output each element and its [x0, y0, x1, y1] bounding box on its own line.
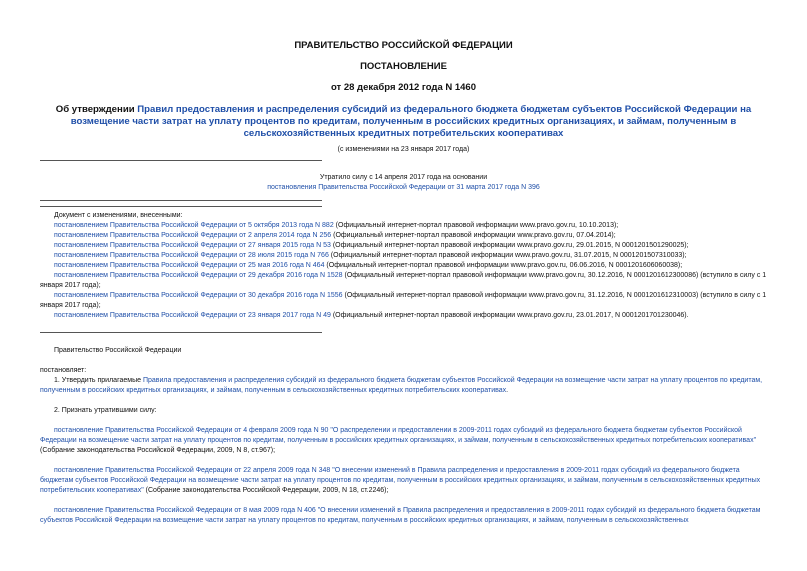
repealed-decree-link[interactable]: постановление Правительства Российской Федерации от 22 апреля 2009 года N 348 "О внесении изменений в Правила распределения и предоставления в 2009-2011 годах субсидий из федерального бюджета бюджетам субъектов Российской Федерации на возмещение части затрат на уплату процентов по кредитам, полученным в российских кредитных организациях, и займам, полученным в сельскохозяйственных кредитных потребительских кооперативах"	[40, 467, 761, 494]
amendment-link[interactable]: постановлением Правительства Российской Федерации от 28 июля 2015 года N 766	[54, 252, 329, 259]
amendment-link[interactable]: постановлением Правительства Российской Федерации от 30 декабря 2016 года N 1556	[54, 292, 343, 299]
repealed-item	[40, 506, 767, 526]
divider	[40, 160, 322, 161]
government-heading: ПРАВИТЕЛЬСТВО РОССИЙСКОЙ ФЕДЕРАЦИИ	[294, 40, 513, 51]
divider	[40, 200, 322, 201]
edition-note: (с изменениями на 23 января 2017 года)	[337, 146, 470, 153]
decree-verb: постановляет:	[40, 367, 87, 374]
paragraph-2: 2. Признать утратившими силу:	[54, 407, 157, 414]
document-date-number: от 28 декабря 2012 года N 1460	[330, 82, 476, 93]
amendment-item: постановлением Правительства Российской Федерации от 30 декабря 2016 года N 1556 (Официальный интернет-портал правовой информации www.pravo.gov.ru, 31.12.2016, N 0001201612310003) (вступило в силу с 1 января 2017 года);	[40, 292, 767, 309]
paragraph-1: 1. Утвердить прилагаемые Правила предоставления и распределения субсидий из федерального бюджета бюджетам субъектов Российской Федерации на возмещение части затрат на уплату процентов по кредитам, полученным в российских кредитных организациях, и займам, полученным в сельскохозяйственных кредитных потребительских кооперативах.	[40, 377, 763, 394]
amendment-item: постановлением Правительства Российской Федерации от 25 мая 2016 года N 464 (Официальный интернет-портал правовой информации www.pravo.gov.ru, 06.06.2016, N 0001201606060038);	[54, 262, 683, 269]
divider	[40, 332, 322, 333]
amendment-item: постановлением Правительства Российской Федерации от 28 июля 2015 года N 766 (Официальный интернет-портал правовой информации www.pravo.gov.ru, 31.07.2015, N 0001201507310033);	[54, 252, 687, 259]
repealed-item: постановление Правительства Российской Федерации от 22 апреля 2009 года N 348 "О внесении изменений в Правила распределения и предоставления в 2009-2011 годах субсидий из федерального бюджета бюджетам субъектов Российской Федерации на возмещение части затрат на уплату процентов по кредитам, полученным в российских кредитных организациях, и займам, полученным в сельскохозяйственных кредитных потребительских кооперативах" (Собрание законодательства Российской Федерации, 2009, N 18, ст.2246);	[40, 467, 761, 494]
amendment-link[interactable]: постановлением Правительства Российской Федерации от 23 января 2017 года N 49	[54, 312, 331, 319]
amendment-link[interactable]: постановлением Правительства Российской Федерации от 27 января 2015 года N 53	[54, 242, 331, 249]
amendments-block	[40, 211, 767, 321]
decree-body	[40, 346, 767, 526]
amendment-item: постановлением Правительства Российской Федерации от 29 декабря 2016 года N 1528 (Официальный интернет-портал правовой информации www.pravo.gov.ru, 30.12.2016, N 0001201612300086) (вступило в силу с 1 января 2017 года);	[40, 272, 767, 289]
amendment-link[interactable]: постановлением Правительства Российской Федерации от 29 декабря 2016 года N 1528	[54, 272, 343, 279]
title-prefix: Об утверждении	[55, 104, 138, 115]
amendment-link[interactable]: постановлением Правительства Российской Федерации от 2 апреля 2014 года N 256	[54, 232, 332, 239]
amendment-item: постановлением Правительства Российской Федерации от 23 января 2017 года N 49 (Официальный интернет-портал правовой информации www.pravo.gov.ru, 23.01.2017, N 0001201701230046).	[54, 312, 689, 319]
rules-link[interactable]: Правила предоставления и распределения субсидий из федерального бюджета бюджетам субъектов Российской Федерации на возмещение части затрат на уплату процентов по кредитам, полученным в российских кредитных организациях, и займам, полученным в сельскохозяйственных кредитных потребительских кооперативах	[40, 377, 763, 394]
government-line: Правительство Российской Федерации	[54, 347, 182, 354]
divider	[40, 206, 322, 207]
expired-line: Утратило силу с 14 апреля 2017 года на основании	[319, 174, 488, 181]
amendments-heading: Документ с изменениями, внесенными:	[54, 212, 183, 219]
amendment-item: постановлением Правительства Российской Федерации от 5 октября 2013 года N 882 (Официальный интернет-портал правовой информации www.pravo.gov.ru, 10.10.2013);	[54, 222, 619, 229]
amendment-item: постановлением Правительства Российской Федерации от 27 января 2015 года N 53 (Официальный интернет-портал правовой информации www.pravo.gov.ru, 29.01.2015, N 0001201501290025);	[54, 242, 689, 249]
document-title	[40, 104, 767, 140]
amendment-link[interactable]: постановлением Правительства Российской Федерации от 25 мая 2016 года N 464	[54, 262, 325, 269]
amendment-item: постановлением Правительства Российской Федерации от 2 апреля 2014 года N 256 (Официальный интернет-портал правовой информации www.pravo.gov.ru, 07.04.2014);	[54, 232, 616, 239]
title-rules-link[interactable]: Правил предоставления и распределения субсидий из федерального бюджета бюджетам субъектов Российской Федерации на возмещение части затрат на уплату процентов по кредитам, полученным в российских кредитных организациях, и займам, полученным в сельскохозяйственных кредитных потребительских кооперативах	[70, 104, 752, 139]
repealed-decree-link[interactable]: постановление Правительства Российской Федерации от 4 февраля 2009 года N 90 "О распределении и предоставлении в 2009-2011 годах субсидий из федерального бюджета бюджетам субъектов Российской Федерации на возмещение части затрат на уплату процентов по кредитам, полученным в российских кредитных организациях, и займам, полученным в сельскохозяйственных кредитных потребительских кооперативах"	[40, 427, 757, 444]
expired-decree-link[interactable]: постановления Правительства Российской Федерации от 31 марта 2017 года N 396	[267, 184, 540, 191]
repealed-item: постановление Правительства Российской Федерации от 4 февраля 2009 года N 90 "О распределении и предоставлении в 2009-2011 годах субсидий из федерального бюджета бюджетам субъектов Российской Федерации на возмещение части затрат на уплату процентов по кредитам, полученным в российских кредитных организациях, и займам, полученным в сельскохозяйственных кредитных потребительских кооперативах" (Собрание законодательства Российской Федерации, 2009, N 8, ст.967);	[40, 427, 757, 454]
repealed-decree-link[interactable]: постановление Правительства Российской Федерации от 8 мая 2009 года N 406 "О внесении изменений в Правила распределения и предоставления в 2009-2011 годах субсидий из федерального бюджета бюджетам субъектов Российской Федерации на возмещение части затрат на уплату процентов по кредитам, полученным в российских кредитных организациях, и займам, полученным в сельскохозяйственных	[40, 507, 761, 524]
amendment-link[interactable]: постановлением Правительства Российской Федерации от 5 октября 2013 года N 882	[54, 222, 334, 229]
document-type: ПОСТАНОВЛЕНИЕ	[360, 61, 447, 72]
